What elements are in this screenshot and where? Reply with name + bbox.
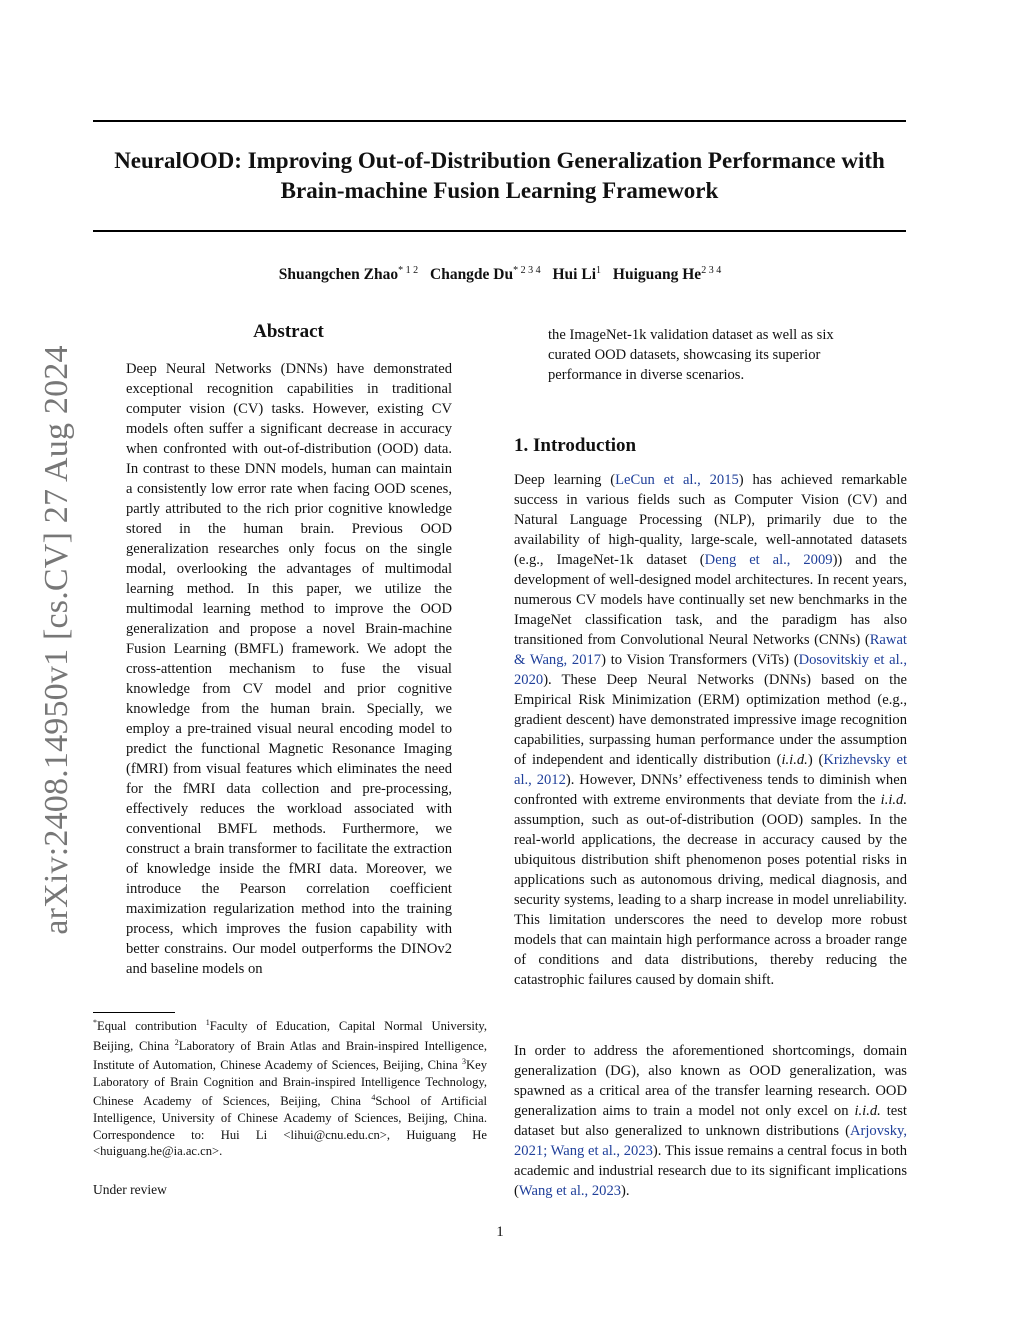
citation-link[interactable]: Dosovitskiy et al., 2020 bbox=[514, 652, 907, 688]
italic-term: i.i.d. bbox=[880, 792, 907, 808]
arxiv-identifier: arXiv:2408.14950v1 [cs.CV] 27 Aug 2024 bbox=[38, 345, 75, 935]
citation-link[interactable]: Wang et al., 2023 bbox=[518, 1183, 622, 1199]
introduction-heading: 1. Introduction bbox=[514, 435, 637, 456]
author-list bbox=[0, 265, 1000, 284]
italic-term: i.i.d. bbox=[781, 752, 808, 768]
author-4: Huiguang $He^{2 3 4}$ bbox=[612, 265, 722, 283]
citation-link[interactable]: Deng et al., 2009 bbox=[704, 552, 833, 568]
title-line-1: NeuralOOD: Improving Out-of-Distribution Generalization Performance with bbox=[114, 148, 885, 173]
italic-term: i.i.d. bbox=[854, 1103, 881, 1119]
author-2: Changde $Du^{* 2 3 4}$ bbox=[430, 265, 541, 283]
abstract-text: Deep Neural Networks (DNNs) have demonstrated exceptional recognition capabilities in traditional computer vision (CV) tasks. However, existing CV models often suffer a significant decrease in accuracy when confronted with out-of-distribution (OOD) data. In contrast to these DNN models, human can maintain a consistently low error rate when facing OOD scenes, partly attributed to the rich prior cognitive knowledge stored in the human brain. Previous OOD generalization researches only focus on the single modal, overlooking the advantages of multimodal learning method. In this paper, we utilize the multimodal learning method to improve the OOD generalization and propose a novel Brain-machine Fusion Learning (BMFL) framework. We adopt the cross-attention mechanism to fuse the visual knowledge from CV model and prior cognitive knowledge from the human brain. Specially, we employ a pre-trained visual neural encoding model to predict the functional Magnetic Resonance Imaging (fMRI) from visual features which eliminates the need for the fMRI data collection and pre-processing, effectively reduces the workload associated with conventional BMFL methods. Furthermore, we construct a brain transformer to facilitate the extraction of knowledge inside the fMRI data. Moreover, we introduce the Pearson correlation coefficient maximization regularization method into the training process, which improves the fusion capability with better constrains. Our model outperforms the DINOv2 and baseline models on bbox=[126, 361, 452, 977]
abstract-heading: Abstract bbox=[253, 321, 324, 342]
author-3: Hui Li$^1$ bbox=[552, 265, 602, 283]
citation-link[interactable]: Arjovsky, 2021; Wang et al., 2023 bbox=[514, 1123, 907, 1159]
author-1: Shuangchen Zhao$^{* 1 2}$ bbox=[278, 265, 419, 283]
abstract-continuation: the ImageNet-1k validation dataset as well as six curated OOD datasets, showcasing its superior performance in diverse scenarios. bbox=[548, 327, 834, 383]
footnote-rule bbox=[93, 1012, 175, 1013]
affiliations-footnote: *Equal contribution $^1$Faculty of Education, Capital Normal University, Beijing, China $^2$Laboratory of Brain Atlas and Brain-inspired Intelligence, Institute of Automation, Chinese Academy of Sciences, Beijing, China $^3$Key Laboratory of Brain Cognition and Brain-inspired Intelligence Technology, Chinese Academy of Sciences, Beijing, China $^4$School of Artificial Intelligence, University of Chinese Academy of Sciences, Beijing, China. Correspondence to: Hui Li <lihui@cnu.edu.cn>, Huiguang He <huiguang.he@ia.ac.cn>. bbox=[93, 1018, 488, 1159]
introduction-paragraph-2: In order to address the aforementioned shortcomings, domain generalization (DG), also known as OOD generalization, was spawned as a critical area of the transfer learning research. OOD generalization aims to train a model not only excel on i.i.d. test dataset but also generalized to unknown distributions (Arjovsky, 2021; Wang et al., 2023). This issue remains a central focus in both academic and industrial research due to its significant implications (Wang et al., 2023). bbox=[514, 1043, 907, 1199]
citation-link[interactable]: Krizhevsky et al., 2012 bbox=[514, 752, 907, 788]
title-top-rule bbox=[93, 120, 906, 122]
title-line-2: Brain-machine Fusion Learning Framework bbox=[280, 178, 719, 203]
paper-title bbox=[70, 146, 929, 206]
title-bottom-rule bbox=[93, 230, 906, 232]
review-status: Under review bbox=[93, 1182, 167, 1197]
citation-link[interactable]: LeCun et al., 2015 bbox=[615, 472, 739, 488]
citation-link[interactable]: Rawat & Wang, 2017 bbox=[514, 632, 907, 668]
introduction-paragraph-1: Deep learning (LeCun et al., 2015) has achieved remarkable success in various fields such as Computer Vision (CV) and Natural Language Processing (NLP), primarily due to the availability of high-quality, large-scale, well-annotated datasets (e.g., ImageNet-1k dataset (Deng et al., 2009)) and the development of well-designed model architectures. In recent years, numerous CV models have continually set new benchmarks in the ImageNet classification task, and the paradigm has also transitioned from Convolutional Neural Networks (CNNs) (Rawat & Wang, 2017) to Vision Transformers (ViTs) (Dosovitskiy et al., 2020). These Deep Neural Networks (DNNs) based on the Empirical Risk Minimization (ERM) optimization method (e.g., gradient descent) have demonstrated impressive image recognition capabilities, surpassing human performance under the assumption of independent and identically distribution (i.i.d.) (Krizhevsky et al., 2012). However, DNNs’ effectiveness tends to diminish when confronted with extreme environments that deviate from the i.i.d. assumption, such as out-of-distribution (OOD) samples. In the real-world applications, the decrease in accuracy caused by the ubiquitous distribution shift phenomenon poses potential risks in applications such as autonomous driving, medical diagnosis, and security systems, leading to a sharp increase in model unreliability. This limitation underscores the need to develop more robust models that can maintain high performance across a broader range of conditions and data distributions, thereby reducing the catastrophic failures caused by domain shift. bbox=[514, 472, 908, 988]
page-number: 1 bbox=[496, 1224, 504, 1240]
